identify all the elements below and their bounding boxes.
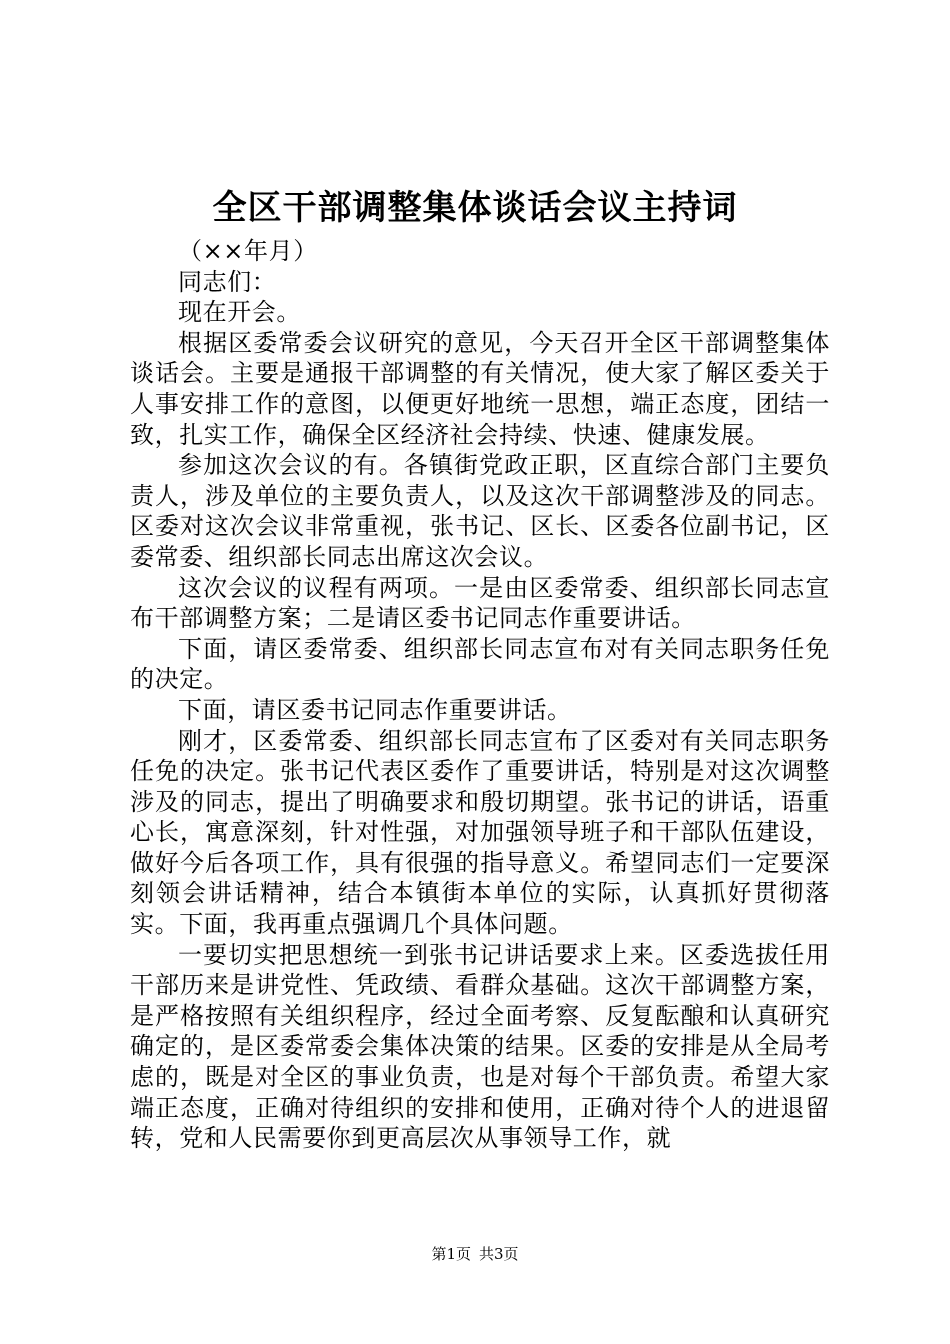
paragraph: 刚才，区委常委、组织部长同志宣布了区委对有关同志职务任免的决定。张书记代表区委作了重要讲话，特别是对这次调整涉及的同志，提出了明确要求和殷切期望。张书记的讲话，语重心长，寓意深刻，针对性强，对加强领导班子和干部队伍建设，做好今后各项工作，具有很强的指导意义。希望同志们一定要深刻领会讲话精神，结合本镇街本单位的实际，认真抓好贯彻落实。下面，我再重点强调几个具体问题。 — [130, 726, 830, 939]
document-body — [130, 236, 830, 1154]
paragraph: 现在开会。 — [178, 298, 301, 327]
salutation: 同志们： — [178, 267, 277, 296]
page-number: 第1页 — [431, 1245, 471, 1263]
paragraph: 根据区委常委会议研究的意见，今天召开全区干部调整集体谈话会。主要是通报干部调整的有关情况，使大家了解区委关于人事安排工作的意图，以便更好地统一思想，端正态度，团结一致，扎实工作，确保全区经济社会持续、快速、健康发展。 — [130, 328, 830, 449]
page-total: 共3页 — [479, 1245, 519, 1263]
paragraph: 参加这次会议的有。各镇街党政正职，区直综合部门主要负责人，涉及单位的主要负责人，以及这次干部调整涉及的同志。区委对这次会议非常重视，张书记、区长、区委各位副书记，区委常委、组织部长同志出席这次会议。 — [130, 451, 830, 571]
paragraph: 下面，请区委常委、组织部长同志宣布对有关同志职务任免的决定。 — [130, 634, 830, 694]
paragraph: 这次会议的议程有两项。一是由区委常委、组织部长同志宣布干部调整方案；二是请区委书记同志作重要讲话。 — [130, 573, 830, 633]
page-footer — [0, 1244, 950, 1264]
document-title: 全区干部调整集体谈话会议主持词 — [212, 188, 738, 228]
paragraph: 一要切实把思想统一到张书记讲话要求上来。区委选拔任用干部历来是讲党性、凭政绩、看群众基础。这次干部调整方案，是严格按照有关组织程序，经过全面考察、反复酝酿和认真研究确定的，是区委常委会集体决策的结果。区委的安排是从全局考虑的，既是对全区的事业负责，也是对每个干部负责。希望大家端正态度，正确对待组织的安排和使用，正确对待个人的进退留转，党和人民需要你到更高层次从事领导工作，就 — [130, 940, 830, 1153]
date-line: （××年月） — [178, 237, 318, 265]
paragraph: 下面，请区委书记同志作重要讲话。 — [178, 695, 572, 724]
